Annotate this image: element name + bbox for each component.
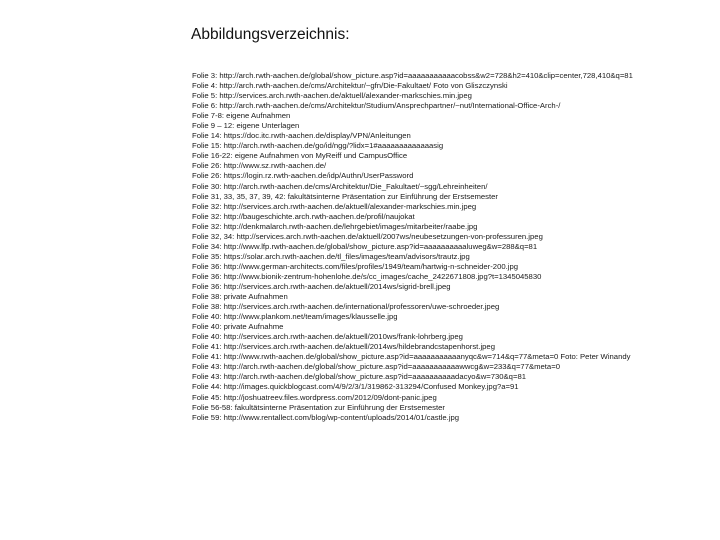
reference-item: Folie 26: http://www.sz.rwth-aachen.de/ (192, 161, 327, 171)
reference-item: Folie 32: http://denkmalarch.rwth-aachen.de/lehrgebiet/images/mitarbeiter/raabe.jpg (192, 221, 478, 231)
reference-item: Folie 5: http://services.arch.rwth-aachen.de/aktuell/alexander-markschies.min.jpeg (192, 91, 472, 101)
reference-item: Folie 14: https://doc.itc.rwth-aachen.de/display/VPN/Anleitungen (192, 131, 411, 141)
reference-item: Folie 38: private Aufnahmen (192, 292, 288, 302)
reference-item: Folie 44: http://images.quickblogcast.com/4/9/2/3/1/319862-313294/Confused Monkey.jpg?a=91 (192, 382, 519, 392)
reference-item: Folie 43: http://arch.rwth-aachen.de/global/show_picture.asp?id=aaaaaaaaaaawwcg&w=233&q=77&meta=0 (192, 362, 560, 372)
reference-item: Folie 36: http://www.bionik-zentrum-hohenlohe.de/s/cc_images/cache_2422671808.jpg?t=1345045830 (192, 271, 542, 281)
reference-item: Folie 30: http://arch.rwth-aachen.de/cms/Architektur/Die_Fakultaet/~sgg/Lehreinheiten/ (192, 181, 488, 191)
reference-item: Folie 32: http://baugeschichte.arch.rwth-aachen.de/profil/naujokat (192, 211, 415, 221)
reference-item: Folie 41: http://services.arch.rwth-aachen.de/aktuell/2014ws/hildebrandcstapenhorst.jpeg (192, 342, 495, 352)
reference-item: Folie 32: http://services.arch.rwth-aachen.de/aktuell/alexander-markschies.min.jpeg (192, 201, 477, 211)
reference-item: Folie 40: http://www.plankom.net/team/images/klausselle.jpg (192, 312, 398, 322)
reference-item: Folie 31, 33, 35, 37, 39, 42: fakultätsinterne Präsentation zur Einführung der Erstsemester (192, 191, 498, 201)
reference-item: Folie 56-58: fakultätsinterne Präsentation zur Einführung der Erstsemester (192, 402, 445, 412)
reference-item: Folie 35: https://solar.arch.rwth-aachen.de/tl_files/images/team/advisors/trautz.jpg (192, 251, 470, 261)
reference-item: Folie 4: http://arch.rwth-aachen.de/cms/Architektur/~gfn/Die-Fakultaet/ Foto von Gliszczynski (192, 81, 508, 91)
reference-item: Folie 45: http://joshuatreev.files.wordpress.com/2012/09/dont-panic.jpeg (192, 392, 437, 402)
reference-list (192, 71, 720, 423)
reference-item: Folie 59: http://www.rentallect.com/blog/wp-content/uploads/2014/01/castle.jpg (192, 412, 460, 422)
reference-item: Folie 6: http://arch.rwth-aachen.de/cms/Architektur/Studium/Ansprechpartner/~nut/International-Office-Arch-/ (192, 101, 561, 111)
reference-item: Folie 38: http://services.arch.rwth-aachen.de/international/professoren/uwe-schroeder.jpeg (192, 302, 500, 312)
reference-item: Folie 15: http://arch.rwth-aachen.de/go/id/ngg/?lidx=1#aaaaaaaaaaaaasig (192, 141, 444, 151)
reference-item: Folie 36: http://services.arch.rwth-aachen.de/aktuell/2014ws/sigrid-brell.jpeg (192, 281, 451, 291)
reference-item: Folie 36: http://www.german-architects.com/files/profiles/1949/team/hartwig-n-schneider-200.jpg (192, 261, 519, 271)
reference-item: Folie 40: http://services.arch.rwth-aachen.de/aktuell/2010ws/frank-lohrberg.jpeg (192, 332, 463, 342)
reference-item: Folie 34: http://www.lfp.rwth-aachen.de/global/show_picture.asp?id=aaaaaaaaaaluweg&w=288&q=81 (192, 241, 538, 251)
reference-item: Folie 41: http://www.rwth-aachen.de/global/show_picture.asp?id=aaaaaaaaaaanyqc&w=714&q=77&meta=0 Foto: Peter Winandy (192, 352, 631, 362)
reference-item: Folie 43: http://arch.rwth-aachen.de/global/show_picture.asp?id=aaaaaaaaaadacyo&w=730&q=81 (192, 372, 527, 382)
reference-item: Folie 3: http://arch.rwth-aachen.de/global/show_picture.asp?id=aaaaaaaaaaacobss&w2=728&h2=410&clip=center,728,410&q=81 (192, 71, 633, 80)
reference-item: Folie 26: https://login.rz.rwth-aachen.de/idp/Authn/UserPassword (192, 171, 414, 181)
reference-item: Folie 16-22: eigene Aufnahmen von MyReiff und CampusOffice (192, 151, 408, 161)
reference-item: Folie 7-8: eigene Aufnahmen (192, 111, 291, 121)
reference-item: Folie 40: private Aufnahme (192, 322, 284, 332)
reference-item: Folie 9 – 12: eigene Unterlagen (192, 121, 300, 131)
reference-item: Folie 32, 34: http://services.arch.rwth-aachen.de/aktuell/2007ws/neubesetzungen-von-professuren.jpeg (192, 231, 543, 241)
page-title: Abbildungsverzeichnis: (191, 26, 350, 43)
